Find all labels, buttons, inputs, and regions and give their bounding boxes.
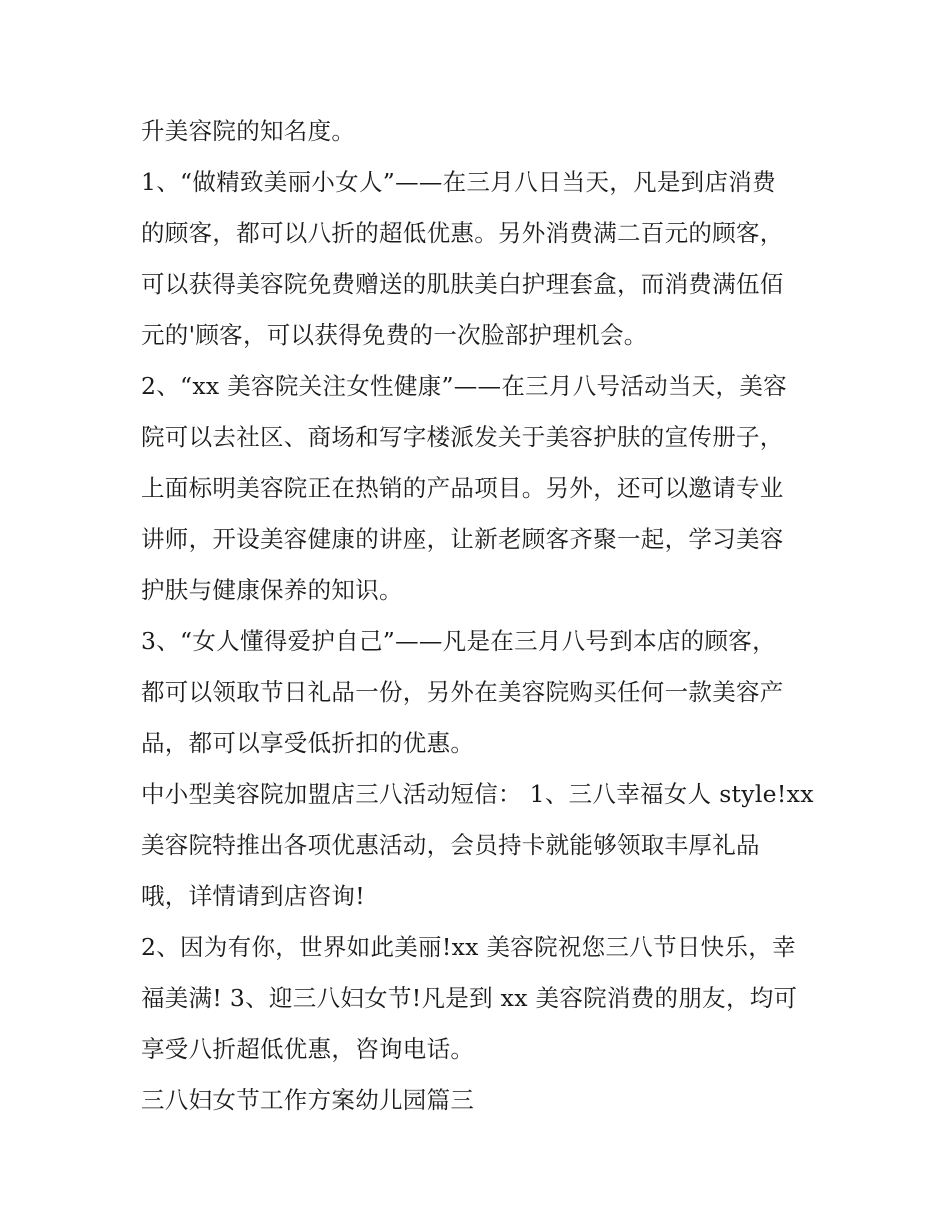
text-line: 元的'顾客，可以获得免费的一次脸部护理机会。	[141, 321, 648, 349]
text-line: 上面标明美容院正在热销的产品项目。另外，还可以邀请专业	[141, 474, 784, 502]
text-line: 的顾客，都可以八折的超低优惠。另外消费满二百元的顾客，	[141, 219, 784, 247]
text-line: 品，都可以享受低折扣的优惠。	[141, 729, 475, 757]
text-line: 讲师，开设美容健康的讲座，让新老顾客齐聚一起，学习美容	[141, 525, 784, 553]
text-line: 都可以领取节日礼品一份，另外在美容院购买任何一款美容产	[141, 678, 784, 706]
text-line: 哦，详情请到店咨询!	[141, 882, 365, 910]
text-line: 院可以去社区、商场和写字楼派发关于美容护肤的宣传册子，	[141, 423, 784, 451]
text-line: 3、“女人懂得爱护自己”——凡是在三月八号到本店的顾客，	[141, 627, 776, 655]
text-line: 享受八折超低优惠，咨询电话。	[141, 1035, 475, 1063]
section-heading: 三八妇女节工作方案幼儿园篇三	[141, 1086, 475, 1114]
text-line: 1、“做精致美丽小女人”——在三月八日当天，凡是到店消费	[141, 168, 776, 196]
text-line: 可以获得美容院免费赠送的肌肤美白护理套盒，而消费满伍佰	[141, 270, 784, 298]
document-body	[141, 106, 816, 1126]
text-line: 升美容院的知名度。	[141, 117, 356, 145]
text-line: 护肤与健康保养的知识。	[141, 576, 403, 604]
text-line: 中小型美容院加盟店三八活动短信： 1、三八幸福女人 style!xx	[141, 780, 814, 808]
text-line: 2、因为有你，世界如此美丽!xx 美容院祝您三八节日快乐，幸	[141, 933, 796, 961]
text-line: 福美满! 3、迎三八妇女节!凡是到 xx 美容院消费的朋友，均可	[141, 984, 798, 1012]
text-line: 2、“xx 美容院关注女性健康”——在三月八号活动当天，美容	[141, 372, 787, 400]
text-line: 美容院特推出各项优惠活动，会员持卡就能够领取丰厚礼品	[141, 831, 760, 859]
